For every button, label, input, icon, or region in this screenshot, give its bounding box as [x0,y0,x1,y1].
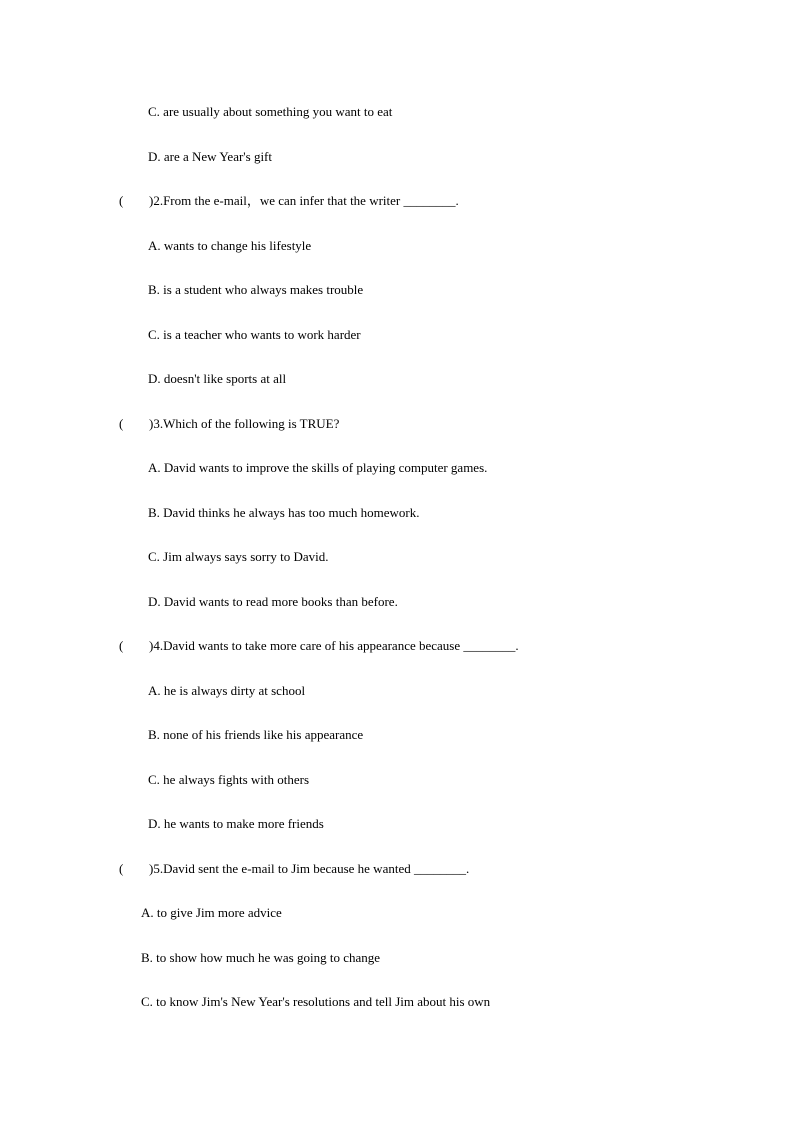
option-text: D. doesn't like sports at all [148,371,287,386]
question-stem: )2.From the e-mail，we can infer that the writer ________. [149,193,459,208]
option-text: C. are usually about something you want to eat [148,104,393,119]
option-text: B. is a student who always makes trouble [148,282,364,297]
option-text: D. are a New Year's gift [148,149,273,164]
option-text: C. to know Jim's New Year's resolutions and tell Jim about his own [141,994,491,1009]
option-text: C. Jim always says sorry to David. [148,549,329,564]
answer-blank-paren: ( [119,861,124,876]
option-text: C. he always fights with others [148,772,310,787]
option-text: A. he is always dirty at school [148,683,306,698]
option-text: D. David wants to read more books than before. [148,594,398,609]
question-stem: )5.David sent the e-mail to Jim because he wanted ________. [149,861,470,876]
question-stem: )4.David wants to take more care of his appearance because ________. [149,638,519,653]
option-text: D. he wants to make more friends [148,816,324,831]
answer-blank-paren: ( [119,638,124,653]
option-text: A. to give Jim more advice [141,905,282,920]
option-text: B. none of his friends like his appearance [148,727,364,742]
option-text: A. David wants to improve the skills of playing computer games. [148,460,488,475]
option-text: B. David thinks he always has too much homework. [148,505,420,520]
option-text: C. is a teacher who wants to work harder [148,327,361,342]
answer-blank-paren: ( [119,193,124,208]
option-text: A. wants to change his lifestyle [148,238,312,253]
option-text: B. to show how much he was going to change [141,950,381,965]
answer-blank-paren: ( [119,416,124,431]
question-stem: )3.Which of the following is TRUE? [149,416,340,431]
